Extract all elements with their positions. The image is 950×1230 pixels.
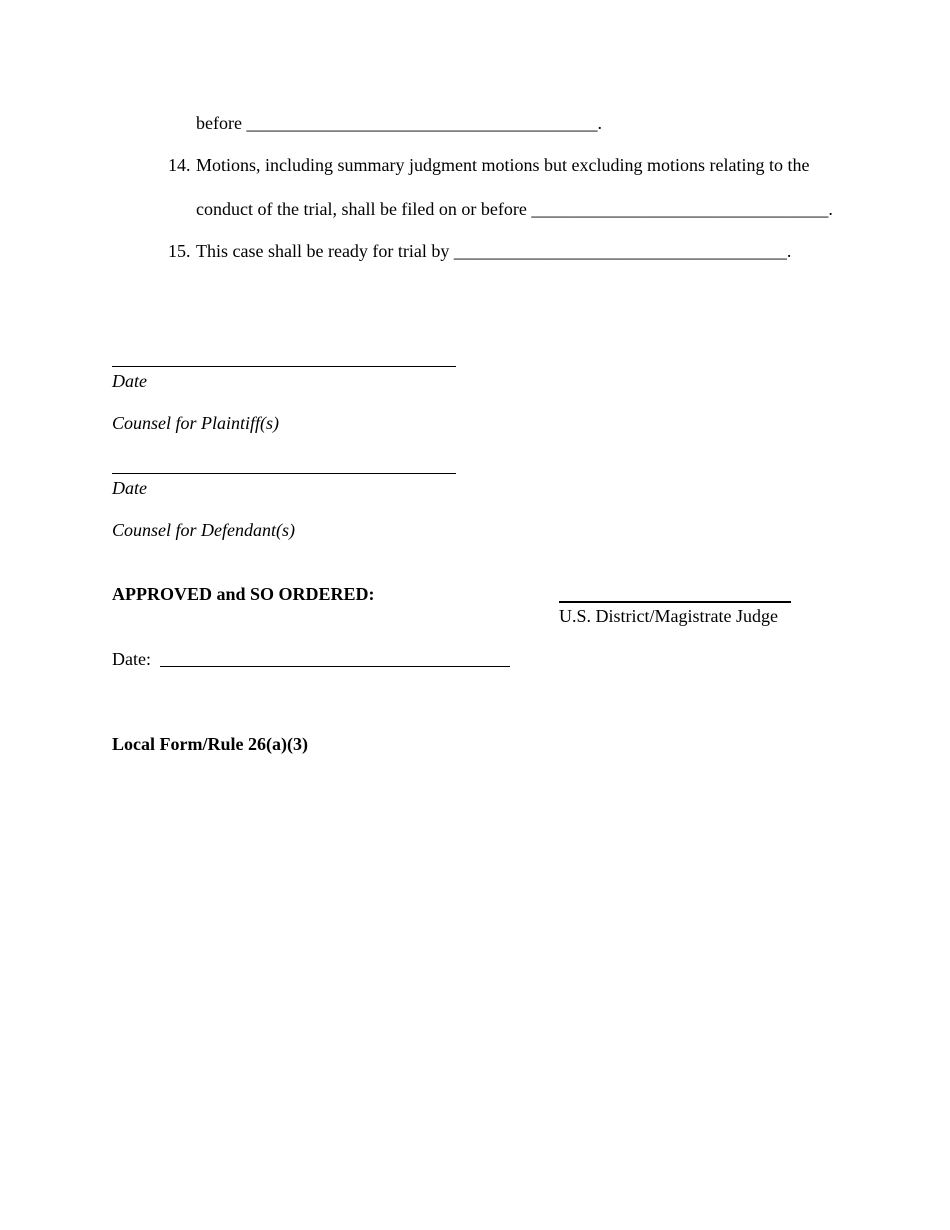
item-15-text: This case shall be ready for trial by _____________________________________. <box>196 241 792 261</box>
item-14-line-1: Motions, including summary judgment motions but excluding motions relating to the <box>196 155 810 175</box>
plaintiff-date-label: Date <box>112 371 147 391</box>
form-reference: Local Form/Rule 26(a)(3) <box>112 734 308 754</box>
approved-heading: APPROVED and SO ORDERED: <box>112 584 375 604</box>
plaintiff-signature-line[interactable] <box>112 366 456 367</box>
order-date-line[interactable] <box>160 666 510 667</box>
judge-label: U.S. District/Magistrate Judge <box>559 606 778 626</box>
defendant-date-label: Date <box>112 478 147 498</box>
defendant-signature-line[interactable] <box>112 473 456 474</box>
item-13-continuation: before _______________________________________. <box>196 113 602 133</box>
item-15-number: 15. <box>168 241 191 261</box>
judge-signature-line[interactable] <box>559 601 791 603</box>
item-14-number: 14. <box>168 155 191 175</box>
plaintiff-counsel-label: Counsel for Plaintiff(s) <box>112 413 280 433</box>
order-date-label: Date: <box>112 649 151 669</box>
defendant-counsel-label: Counsel for Defendant(s) <box>112 520 295 540</box>
item-14-line-2: conduct of the trial, shall be filed on or before _________________________________. <box>196 199 833 219</box>
